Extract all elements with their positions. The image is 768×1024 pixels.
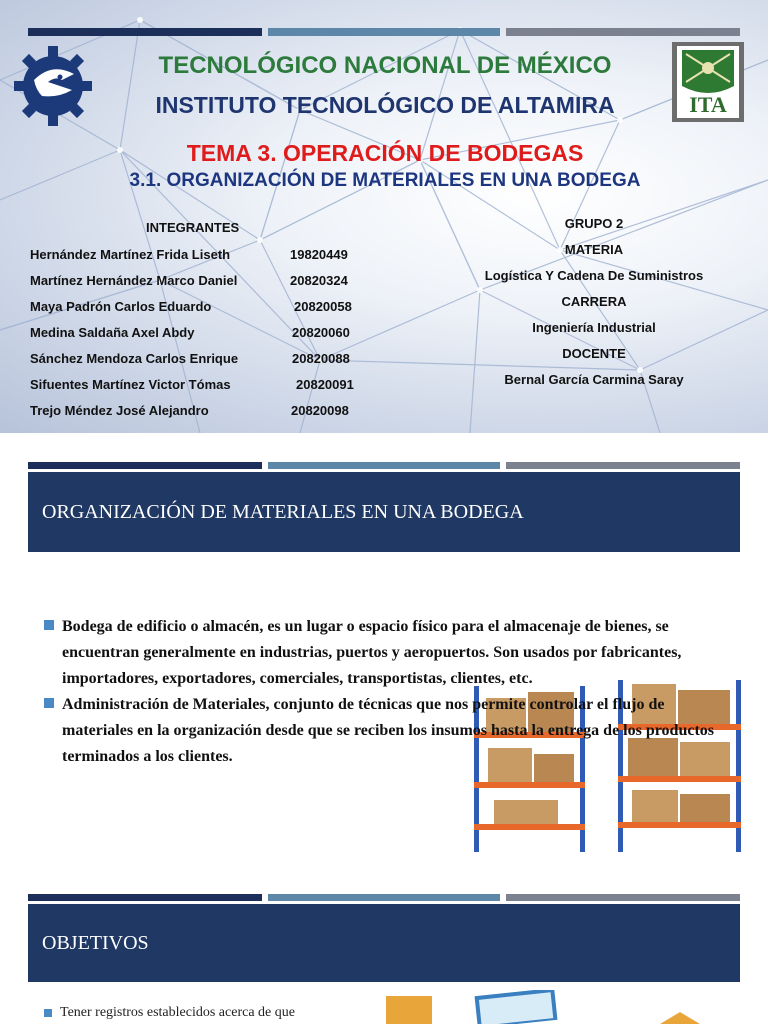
member-id: 20820060: [292, 325, 350, 340]
member-row: [30, 247, 348, 262]
bullet-square-icon: [44, 1009, 52, 1017]
member-row: [30, 377, 354, 392]
member-name: Medina Saldaña Axel Abdy: [30, 325, 195, 340]
slide2-title: ORGANIZACIÓN DE MATERIALES EN UNA BODEGA: [42, 500, 524, 523]
member-name: Sifuentes Martínez Victor Tómas: [30, 377, 231, 392]
career-label: CARRERA: [561, 294, 627, 309]
bullet-text: Administración de Materiales, conjunto de técnicas que nos permite controlar el flujo de materiales en la organización desde que se reciben los insumos hasta la entrega de los productos terminados a los clientes.: [62, 696, 714, 765]
member-row: [30, 403, 349, 418]
list-item: [44, 614, 734, 692]
bullet-square-icon: [44, 620, 54, 630]
top-color-bars: [28, 28, 740, 36]
institute-title: INSTITUTO TECNOLÓGICO DE ALTAMIRA: [155, 92, 615, 118]
title-slide: [0, 0, 768, 433]
slide2-header: [28, 472, 740, 552]
member-id: 20820324: [290, 273, 348, 288]
bullet-text: Tener registros establecidos acerca de que: [60, 1005, 295, 1020]
slide3-color-bars: [28, 894, 740, 901]
ita-logo-text: ITA: [689, 92, 727, 117]
member-row: [30, 273, 348, 288]
topic-title: TEMA 3. OPERACIÓN DE BODEGAS: [186, 140, 584, 166]
member-row: [30, 351, 350, 366]
slide2-bullet-list: [44, 614, 734, 770]
bullet-square-icon: [44, 698, 54, 708]
member-id: 20820091: [296, 377, 354, 392]
slide2-color-bars: [28, 462, 740, 469]
tecnm-eagle-logo-icon: [12, 40, 94, 132]
ita-logo: [672, 42, 744, 122]
objectives-images-icon: [380, 990, 700, 1024]
subject-value: Logística Y Cadena De Suministros: [484, 268, 704, 283]
list-item: [44, 692, 734, 770]
member-id: 19820449: [290, 247, 348, 262]
members-header: INTEGRANTES: [146, 220, 240, 235]
member-name: Martínez Hernández Marco Daniel: [30, 273, 238, 288]
member-id: 20820088: [292, 351, 350, 366]
subject-label: MATERIA: [564, 242, 624, 257]
teacher-label: DOCENTE: [562, 346, 626, 361]
member-row: [30, 299, 352, 314]
subtopic-title: 3.1. ORGANIZACIÓN DE MATERIALES EN UNA BODEGA: [129, 170, 641, 191]
member-name: Maya Padrón Carlos Eduardo: [30, 299, 212, 314]
slide3-title: OBJETIVOS: [42, 931, 149, 954]
member-name: Trejo Méndez José Alejandro: [30, 403, 209, 418]
objectives-bullet: [44, 1005, 295, 1021]
slide3-header: [28, 904, 740, 982]
career-value: Ingeniería Industrial: [532, 320, 656, 335]
bullet-text: Bodega de edificio o almacén, es un lugar o espacio físico para el almacenaje de bienes, se encuentran generalmente en industrias, puertos y aeropuertos. Son usados por fabricantes, importadores, exportadores, comerciales, transportistas, clientes, etc.: [62, 618, 682, 687]
member-name: Hernández Martínez Frida Liseth: [30, 247, 231, 262]
member-row: [30, 325, 350, 340]
group-label: GRUPO 2: [564, 216, 624, 231]
institution-title: TECNOLÓGICO NACIONAL DE MÉXICO: [158, 52, 612, 79]
member-id: 20820058: [294, 299, 352, 314]
member-name: Sánchez Mendoza Carlos Enrique: [30, 351, 239, 366]
member-id: 20820098: [291, 403, 349, 418]
teacher-value: Bernal García Carmina Saray: [504, 372, 684, 387]
